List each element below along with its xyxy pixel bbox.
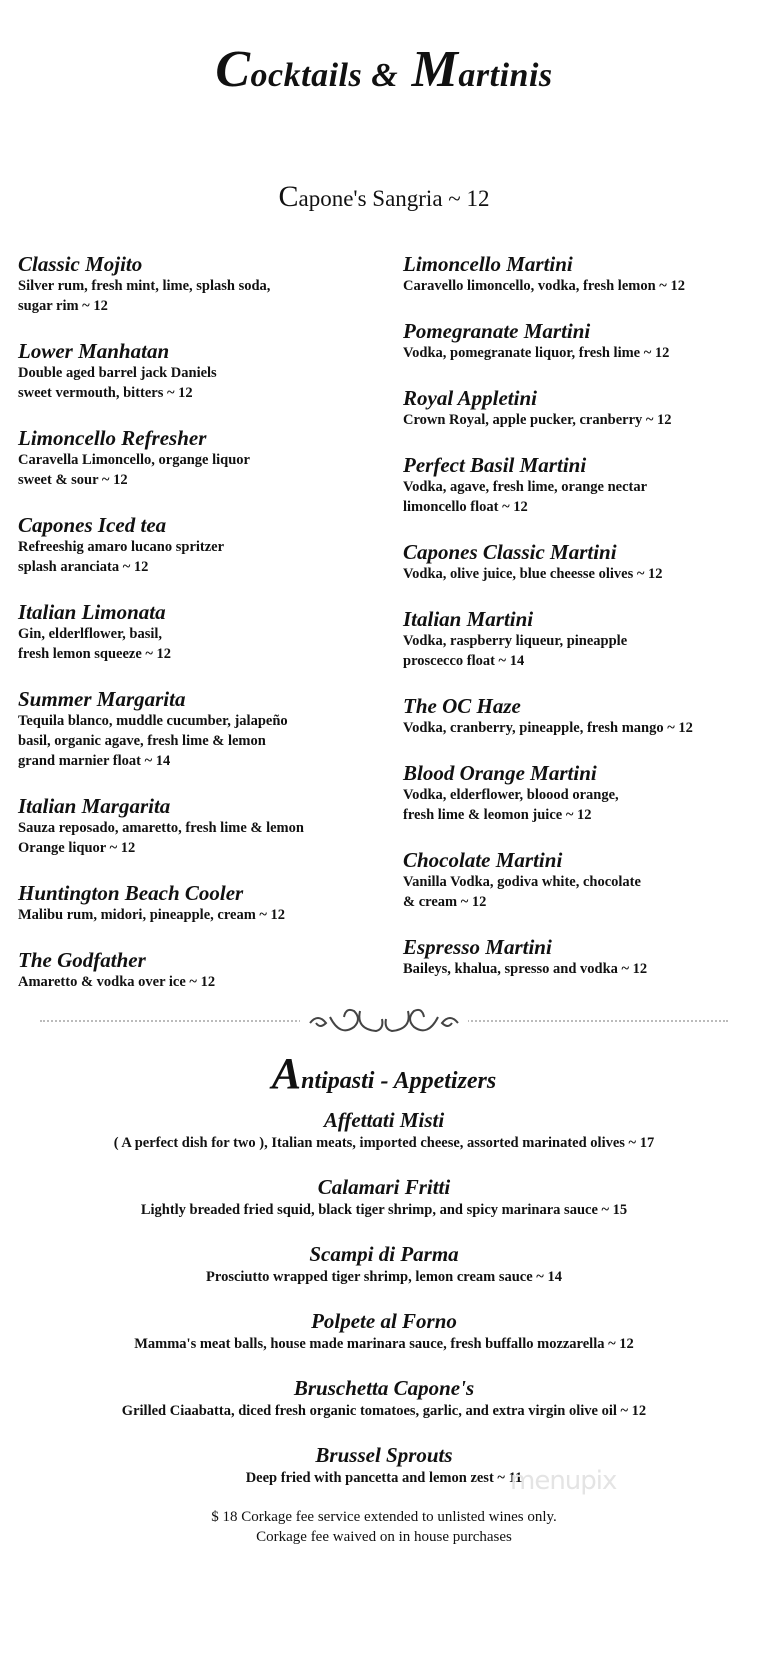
menu-item bbox=[18, 881, 388, 925]
menu-item-description: ( A perfect dish for two ), Italian meats, imported cheese, assorted marinated olives ~ 17 bbox=[113, 1135, 655, 1151]
title-initial-c: C bbox=[215, 41, 251, 98]
menu-item-name: Calamari Fritti bbox=[317, 1175, 451, 1199]
menu-item-description: Gin, elderlflower, basil, fresh lemon squeeze ~ 12 bbox=[18, 626, 172, 662]
menu-item-description: Vodka, agave, fresh lime, orange nectar limoncello float ~ 12 bbox=[403, 479, 648, 515]
menu-item-description: Grilled Ciaabatta, diced fresh organic tomatoes, garlic, and extra virgin olive oil ~ 12 bbox=[121, 1403, 647, 1419]
menu-item-description: Malibu rum, midori, pineapple, cream ~ 12 bbox=[18, 907, 286, 923]
menu-item bbox=[403, 694, 763, 738]
menu-item-name: Huntington Beach Cooler bbox=[18, 881, 244, 905]
menu-item bbox=[403, 540, 763, 584]
menu-item-description: Caravella Limoncello, organge liquor sweet & sour ~ 12 bbox=[18, 452, 250, 488]
sangria-initial: C bbox=[278, 180, 299, 213]
title-martinis: artinis bbox=[458, 57, 553, 94]
menu-item-name: Italian Margarita bbox=[18, 794, 171, 818]
menu-item bbox=[403, 935, 763, 979]
menu-item bbox=[18, 513, 388, 577]
corkage-note bbox=[0, 1507, 768, 1547]
menu-item-description: Caravello limoncello, vodka, fresh lemon ~ 12 bbox=[403, 278, 685, 294]
menu-item-description: Vodka, pomegranate liquor, fresh lime ~ 12 bbox=[403, 345, 670, 361]
antipasti-heading-text: ntipasti - Appetizers bbox=[301, 1068, 497, 1094]
menu-item-description: Vanilla Vodka, godiva white, chocolate & cream ~ 12 bbox=[403, 874, 641, 910]
flourish-ornament-icon bbox=[300, 1003, 468, 1039]
menu-item-name: Perfect Basil Martini bbox=[403, 453, 587, 477]
menu-item-description: Amaretto & vodka over ice ~ 12 bbox=[18, 974, 216, 990]
sangria-feature bbox=[0, 180, 768, 214]
corkage-line-1: $ 18 Corkage fee service extended to unlisted wines only. bbox=[211, 1509, 557, 1525]
appetizers-list bbox=[0, 1108, 768, 1510]
menu-item-description: Baileys, khalua, spresso and vodka ~ 12 bbox=[403, 961, 648, 977]
title-ampersand: & bbox=[371, 57, 399, 94]
menu-item-description: Vodka, cranberry, pineapple, fresh mango ~ 12 bbox=[403, 720, 693, 736]
watermark: menupix bbox=[510, 1466, 617, 1496]
menu-item-name: Limoncello Martini bbox=[403, 252, 573, 276]
menu-item bbox=[18, 600, 388, 664]
menu-item-name: Scampi di Parma bbox=[309, 1242, 459, 1266]
menu-item-name: Limoncello Refresher bbox=[18, 426, 207, 450]
menu-item-name: Blood Orange Martini bbox=[403, 761, 597, 785]
menu-item-description: Deep fried with pancetta and lemon zest ~ 11 bbox=[245, 1470, 523, 1486]
corkage-line-2: Corkage fee waived on in house purchases bbox=[256, 1529, 512, 1545]
menu-item bbox=[403, 761, 763, 825]
menu-item-description: Mamma's meat balls, house made marinara sauce, fresh buffallo mozzarella ~ 12 bbox=[134, 1336, 634, 1352]
menu-item-name: Pomegranate Martini bbox=[403, 319, 591, 343]
menu-item bbox=[0, 1108, 768, 1175]
martinis-column bbox=[403, 252, 763, 1002]
menu-item-name: Espresso Martini bbox=[403, 935, 552, 959]
menu-item bbox=[0, 1443, 768, 1510]
menu-item bbox=[0, 1242, 768, 1309]
menu-item-name: The Godfather bbox=[18, 948, 146, 972]
menu-item-name: Affettati Misti bbox=[323, 1108, 445, 1132]
menu-item bbox=[18, 794, 388, 858]
menu-item-name: Lower Manhatan bbox=[18, 339, 170, 363]
menu-item-name: Royal Appletini bbox=[403, 386, 537, 410]
menu-item-name: Chocolate Martini bbox=[403, 848, 563, 872]
menu-item-name: Summer Margarita bbox=[18, 687, 186, 711]
menu-item bbox=[18, 687, 388, 771]
menu-item-name: Classic Mojito bbox=[18, 252, 143, 276]
menu-item bbox=[0, 1309, 768, 1376]
title-initial-m: M bbox=[398, 41, 459, 98]
menu-item bbox=[403, 453, 763, 517]
menu-item-description: Vodka, olive juice, blue cheesse olives ~ 12 bbox=[403, 566, 663, 582]
menu-item-name: Italian Martini bbox=[403, 607, 534, 631]
menu-item-name: Bruschetta Capone's bbox=[293, 1376, 475, 1400]
menu-item-description: Double aged barrel jack Daniels sweet vermouth, bitters ~ 12 bbox=[18, 365, 217, 401]
menu-item-description: Sauza reposado, amaretto, fresh lime & lemon Orange liquor ~ 12 bbox=[18, 820, 304, 856]
menu-item-name: Polpete al Forno bbox=[311, 1309, 457, 1333]
menu-item bbox=[18, 426, 388, 490]
menu-item bbox=[403, 386, 763, 430]
menu-item-name: The OC Haze bbox=[403, 694, 521, 718]
antipasti-heading bbox=[0, 1048, 768, 1099]
menu-item-description: Tequila blanco, muddle cucumber, jalapeño basil, organic agave, fresh lime & lemon grand marnier float ~ 14 bbox=[18, 713, 288, 769]
sangria-text: apone's Sangria ~ 12 bbox=[298, 186, 490, 211]
menu-item-description: Prosciutto wrapped tiger shrimp, lemon cream sauce ~ 14 bbox=[206, 1269, 562, 1285]
menu-item bbox=[403, 319, 763, 363]
menu-item bbox=[403, 607, 763, 671]
menu-item-name: Brussel Sprouts bbox=[315, 1443, 453, 1467]
menu-item-name: Italian Limonata bbox=[18, 600, 166, 624]
menu-item bbox=[403, 252, 763, 296]
cocktails-column bbox=[18, 252, 388, 1015]
antipasti-initial: A bbox=[271, 1049, 302, 1098]
menu-item bbox=[0, 1175, 768, 1242]
menu-item-name: Capones Iced tea bbox=[18, 513, 167, 537]
menu-item bbox=[18, 339, 388, 403]
menu-item-description: Lightly breaded fried squid, black tiger shrimp, and spicy marinara sauce ~ 15 bbox=[140, 1202, 628, 1218]
title-cocktails: ocktails bbox=[250, 57, 372, 94]
menu-item-description: Vodka, elderflower, bloood orange, fresh lime & leomon juice ~ 12 bbox=[403, 787, 619, 823]
menu-item-description: Crown Royal, apple pucker, cranberry ~ 12 bbox=[403, 412, 672, 428]
menu-item bbox=[18, 252, 388, 316]
menu-item-description: Silver rum, fresh mint, lime, splash soda, sugar rim ~ 12 bbox=[18, 278, 271, 314]
menu-item-description: Refreeshig amaro lucano spritzer splash aranciata ~ 12 bbox=[18, 539, 225, 575]
menu-title bbox=[0, 40, 768, 99]
menu-item bbox=[0, 1376, 768, 1443]
menu-item-name: Capones Classic Martini bbox=[403, 540, 617, 564]
menu-item-description: Vodka, raspberry liqueur, pineapple proscecco float ~ 14 bbox=[403, 633, 628, 669]
menu-item bbox=[403, 848, 763, 912]
menu-item bbox=[18, 948, 388, 992]
